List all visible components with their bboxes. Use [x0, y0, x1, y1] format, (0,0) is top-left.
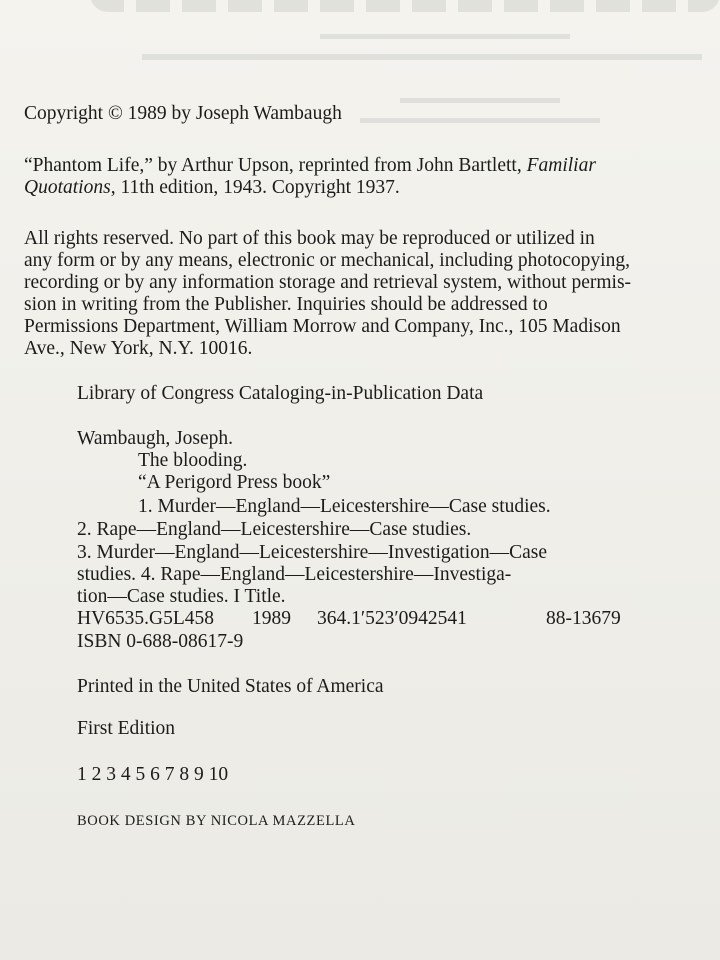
- rights-line: All rights reserved. No part of this book may be reproduced or utilized in: [24, 228, 595, 249]
- rights-line: sion in writing from the Publisher. Inquiries should be addressed to: [24, 294, 548, 315]
- rights-line: any form or by any means, electronic or mechanical, including photocopying,: [24, 250, 630, 271]
- edition: First Edition: [77, 718, 176, 739]
- book-title-italic: Quotations: [24, 177, 111, 198]
- permission-note-text: “Phantom Life,” by Arthur Upson, reprinted from John Bartlett,: [24, 155, 527, 176]
- cip-subject-line: 2. Rape—England—Leicestershire—Case studies.: [77, 519, 472, 540]
- book-title-italic: Familiar: [526, 155, 596, 176]
- printing-number-line: 1 2 3 4 5 6 7 8 9 10: [77, 764, 229, 785]
- printed-in: Printed in the United States of America: [77, 676, 384, 697]
- publication-year: 1989: [252, 608, 291, 629]
- permission-note-line-2: [24, 177, 694, 199]
- rights-line: Permissions Department, William Morrow and Company, Inc., 105 Madison: [24, 316, 621, 337]
- cip-title: The blooding.: [138, 450, 248, 471]
- cip-subject-line: tion—Case studies. I Title.: [77, 586, 286, 607]
- permission-note-text: , 11th edition, 1943. Copyright 1937.: [110, 177, 400, 198]
- call-number: HV6535.G5L458: [77, 608, 215, 629]
- cip-subject-line: studies. 4. Rape—England—Leicestershire—Investiga-: [77, 564, 512, 585]
- copyright-line: Copyright © 1989 by Joseph Wambaugh: [24, 103, 342, 124]
- cip-subject-line: 1. Murder—England—Leicestershire—Case studies.: [138, 496, 551, 517]
- lccn: 88-13679: [546, 608, 621, 629]
- cip-author: Wambaugh, Joseph.: [77, 428, 234, 449]
- design-credit: BOOK DESIGN BY NICOLA MAZZELLA: [77, 813, 356, 829]
- rights-line: Ave., New York, N.Y. 10016.: [24, 338, 253, 359]
- cip-series: “A Perigord Press book”: [138, 472, 331, 493]
- isbn: ISBN 0-688-08617-9: [77, 631, 244, 652]
- permission-note-line-1: [24, 155, 694, 177]
- cip-heading: Library of Congress Cataloging-in-Publication Data: [77, 383, 484, 404]
- cip-subject-line: 3. Murder—England—Leicestershire—Investigation—Case: [77, 542, 548, 563]
- dewey-number: 364.1′523′0942541: [317, 608, 467, 629]
- rights-line: recording or by any information storage and retrieval system, without permis-: [24, 272, 632, 293]
